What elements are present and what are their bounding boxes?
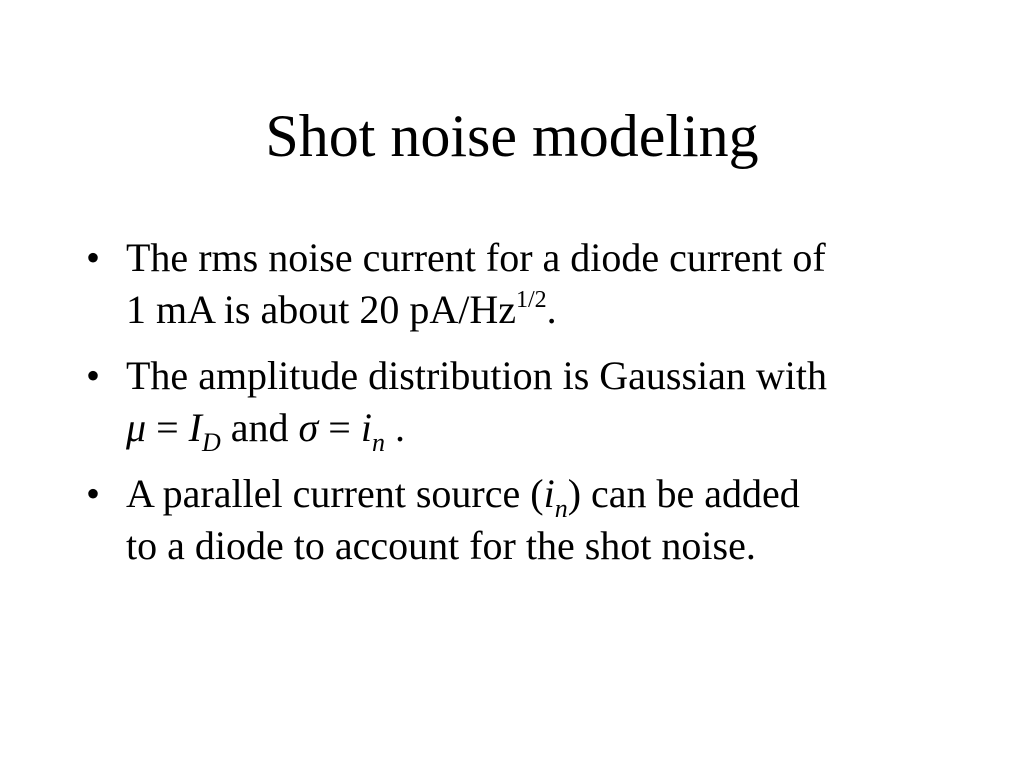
bullet-text: to a diode to account for the shot noise. — [126, 523, 756, 568]
bullet-item — [86, 468, 946, 572]
math-subscript-n: n — [371, 428, 385, 457]
bullet-text: The amplitude distribution is Gaussian with — [126, 353, 828, 398]
bullet-icon: • — [86, 235, 101, 280]
bullet-icon: • — [86, 353, 101, 398]
bullet-text: . — [546, 287, 557, 332]
math-sigma: σ — [298, 405, 319, 450]
math-subscript-n: n — [554, 494, 568, 523]
exponent: 1/2 — [515, 287, 547, 313]
math-i: i — [543, 471, 555, 516]
bullet-text: ) can be added — [567, 471, 800, 516]
math-subscript-D: D — [201, 428, 221, 457]
bullet-item — [86, 232, 946, 336]
math-mu: μ — [126, 405, 147, 450]
bullet-text: . — [384, 405, 405, 450]
bullet-text: 1 mA is about 20 pA/Hz — [126, 287, 516, 332]
bullet-text: The rms noise current for a diode current of — [126, 235, 826, 280]
bullet-text: A parallel current source ( — [126, 471, 544, 516]
math-i: i — [360, 405, 372, 450]
slide-title: Shot noise modeling — [265, 103, 759, 169]
math-equals: = — [146, 405, 189, 450]
bullet-item — [86, 350, 946, 457]
bullet-icon: • — [86, 471, 101, 516]
bullet-list — [86, 232, 946, 586]
math-I: I — [188, 405, 202, 450]
math-equals: = — [318, 405, 361, 450]
bullet-text: and — [220, 405, 299, 450]
